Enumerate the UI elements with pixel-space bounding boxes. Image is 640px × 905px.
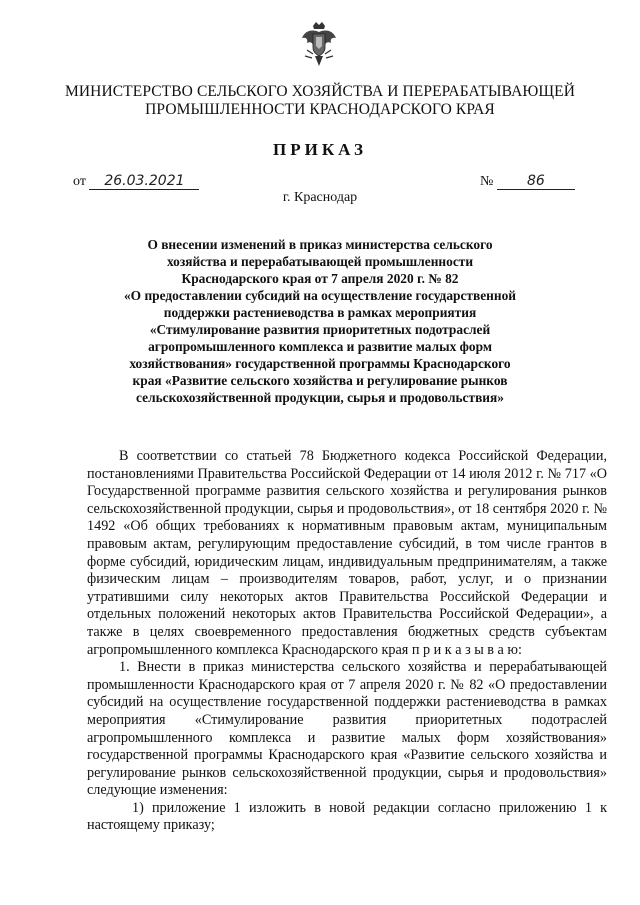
city: г. Краснодар	[282, 190, 358, 205]
number-prefix: №	[480, 174, 494, 189]
heading-line: края «Развитие сельского хозяйства и регулирование рынков	[132, 373, 508, 388]
order-body	[87, 448, 607, 835]
order-heading	[100, 236, 540, 406]
order-date: 26.03.2021	[89, 173, 199, 190]
body-paragraph-preamble: В соответствии со статьей 78 Бюджетного кодекса Российской Федерации, постановлениями Правительства Российской Федерации от 14 июля 2012 г. № 717 «О Государственной программе развития сельского хозяйства и регулирования рынков сельскохозяйственной продукции, сырья и продовольствия», от 18 сентября 2020 г. № 1492 «Об общих требованиях к нормативным правовым актам, муниципальным правовым актам, регулирующим предоставление субсидий, в том числе грантов в форме субсидий, юридическим лицам, индивидуальным предпринимателям, а также физическим лицам – производителям товаров, работ, услуг, и о признании утратившими силу некоторых актов Правительства Российской Федерации и отдельных положений некоторых актов Правительства Российской Федерации», а также в целях своевременного предоставления бюджетных средств субъектам агропромышленного комплекса Краснодарского края п р и к а з ы в а ю:	[87, 448, 607, 658]
heading-line: «О предоставлении субсидий на осуществление государственной	[123, 288, 517, 303]
order-number-row	[480, 173, 575, 190]
heading-line: сельскохозяйственной продукции, сырья и продовольствия»	[136, 390, 504, 405]
order-date-row	[73, 173, 199, 190]
heading-line: агропромышленного комплекса и развитие малых форм	[148, 339, 492, 354]
ministry-name-line2: ПРОМЫШЛЕННОСТИ КРАСНОДАРСКОГО КРАЯ	[145, 101, 495, 118]
heading-line: поддержки растениеводства в рамках мероприятия	[163, 305, 477, 320]
heading-line: хозяйства и перерабатывающей промышленности	[166, 254, 474, 269]
body-paragraph-item-1: 1. Внести в приказ министерства сельского хозяйства и перерабатывающей промышленности Краснодарского края от 7 апреля 2020 г. № 82 «О предоставлении субсидий на осуществление государственной поддержки растениеводства в рамках мероприятия «Стимулирование развития приоритетных подотраслей агропромышленного комплекса и развитие малых форм хозяйствования» государственной программы Краснодарского края «Развитие сельского хозяйства и регулирование рынков сельскохозяйственной продукции, сырья и продовольствия» следующие изменения:	[87, 659, 607, 799]
heading-line: Краснодарского края от 7 апреля 2020 г. № 82	[181, 271, 459, 286]
ministry-name-line1: МИНИСТЕРСТВО СЕЛЬСКОГО ХОЗЯЙСТВА И ПЕРЕРАБАТЫВАЮЩЕЙ	[64, 83, 575, 100]
order-title: ПРИКАЗ	[273, 140, 367, 159]
coat-of-arms-icon	[299, 20, 339, 70]
body-paragraph-subitem-1: 1) приложение 1 изложить в новой редакции согласно приложению 1 к настоящему приказу;	[87, 799, 607, 834]
heading-line: хозяйствования» государственной программы Краснодарского	[129, 356, 511, 371]
heading-line: «Стимулирование развития приоритетных подотраслей	[149, 322, 491, 337]
heading-line: О внесении изменений в приказ министерства сельского	[147, 237, 493, 252]
date-prefix: от	[73, 174, 86, 189]
order-number: 86	[497, 173, 575, 190]
